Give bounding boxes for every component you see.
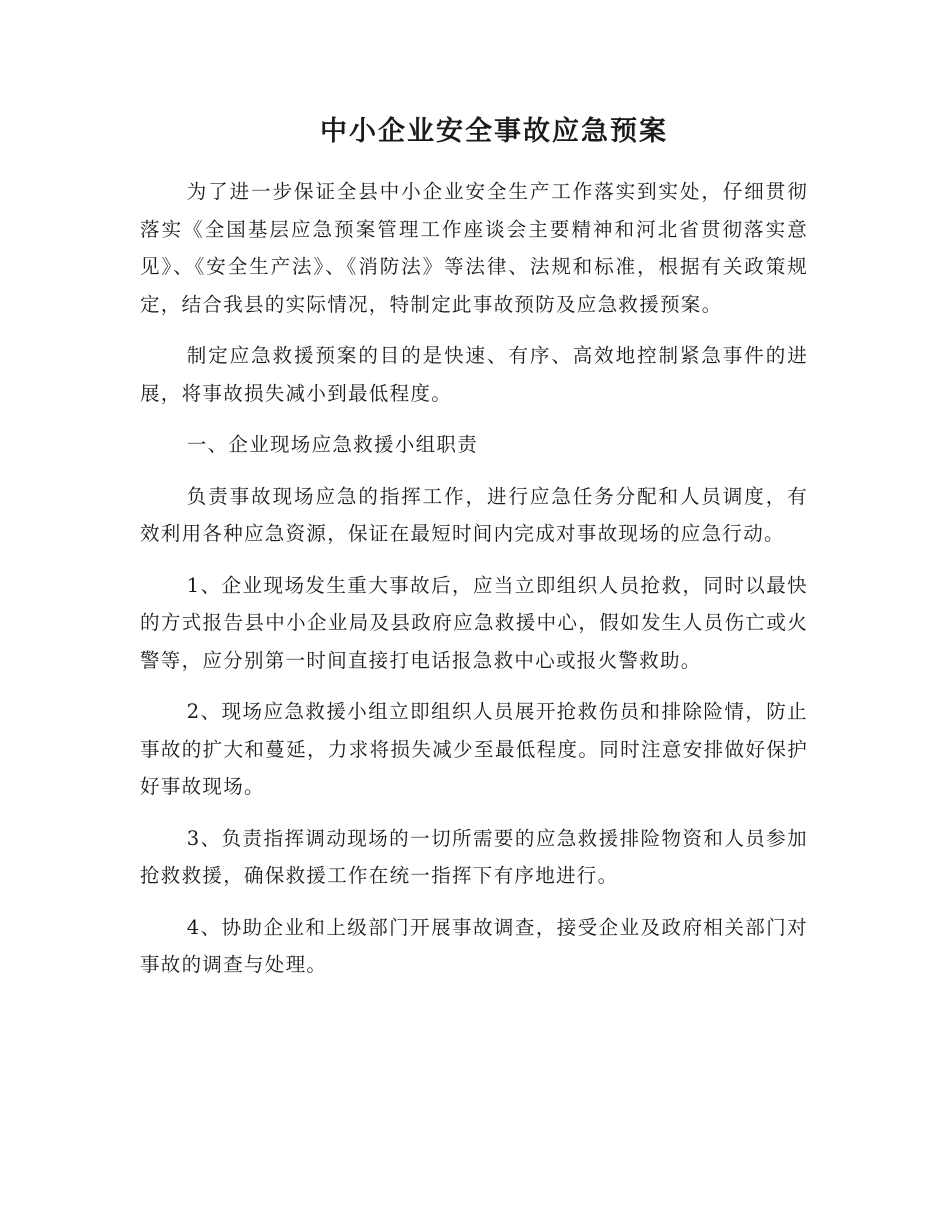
item-3-paragraph: 3、负责指挥调动现场的一切所需要的应急救援排险物资和人员参加抢救救援，确保救援工作在统一指挥下有序地进行。 — [140, 826, 808, 887]
responsibility-paragraph: 负责事故现场应急的指挥工作，进行应急任务分配和人员调度，有效利用各种应急资源，保证在最短时间内完成对事故现场的应急行动。 — [140, 484, 808, 545]
intro-paragraph: 为了进一步保证全县中小企业安全生产工作落实到实处，仔细贯彻落实《全国基层应急预案管理工作座谈会主要精神和河北省贯彻落实意见》、《安全生产法》、《消防法》等法律、法规和标准，根据有关政策规定，结合我县的实际情况，特制定此事故预防及应急救援预案。 — [140, 180, 808, 316]
document-page — [140, 108, 808, 998]
item-4-paragraph: 4、协助企业和上级部门开展事故调查，接受企业及政府相关部门对事故的调查与处理。 — [140, 915, 808, 976]
item-2-paragraph: 2、现场应急救援小组立即组织人员展开抢救伤员和排除险情，防止事故的扩大和蔓延，力求将损失减少至最低程度。同时注意安排做好保护好事故现场。 — [140, 700, 808, 798]
document-title: 中小企业安全事故应急预案 — [320, 116, 668, 147]
section-heading: 一、企业现场应急救援小组职责 — [186, 433, 478, 456]
purpose-paragraph: 制定应急救援预案的目的是快速、有序、高效地控制紧急事件的进展，将事故损失减小到最低程度。 — [140, 344, 808, 405]
item-1-paragraph: 1、企业现场发生重大事故后，应当立即组织人员抢救，同时以最快的方式报告县中小企业局及县政府应急救援中心，假如发生人员伤亡或火警等，应分别第一时间直接打电话报急救中心或报火警救助。 — [140, 573, 808, 672]
